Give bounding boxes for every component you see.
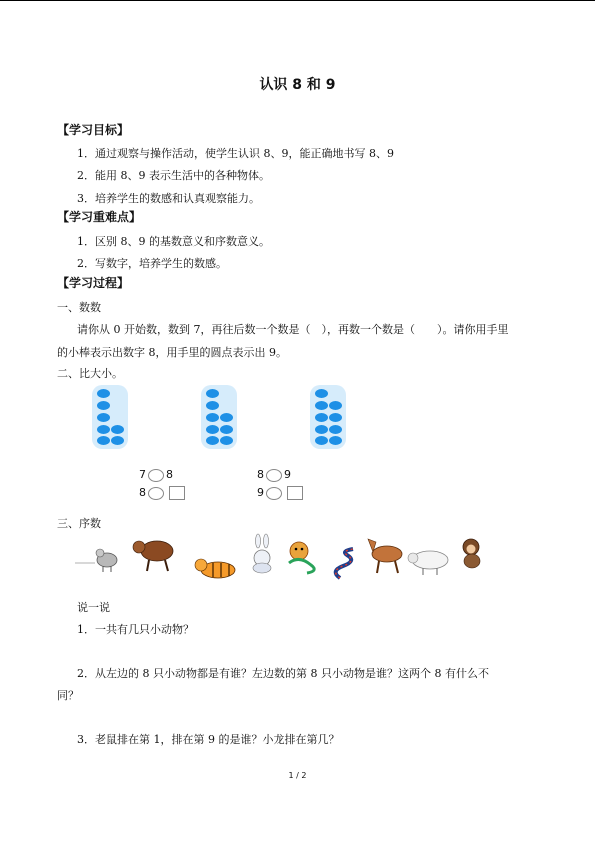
dragon-icon — [289, 542, 314, 573]
horse-icon — [368, 539, 402, 573]
compare-answer-oval[interactable] — [266, 469, 282, 482]
key-points-heading: 【学习重难点】 — [57, 210, 142, 224]
question-1: 1．一共有几只小动物？ — [77, 623, 194, 636]
sheep-icon — [408, 551, 448, 575]
part3-title: 三、序数 — [57, 517, 101, 530]
compare-7-8: 7 8 — [139, 468, 173, 481]
snake-icon — [336, 549, 353, 578]
part1-text-line2: 的小棒表示出数字 8，用手里的圆点表示出 9。 — [57, 346, 287, 359]
goal-item: 1．通过观察与操作活动，使学生认识 8、9，能正确地书写 8、9 — [77, 147, 394, 160]
mouse-icon — [96, 549, 117, 572]
dot-card-9 — [310, 385, 346, 449]
question-2-cont: 同？ — [57, 689, 79, 702]
question-2: 2．从左边的 8 只小动物都是有谁？左边数的第 8 只小动物是谁？这两个 8 有什么不 — [77, 667, 489, 680]
key-point-item: 1．区别 8、9 的基数意义和序数意义。 — [77, 235, 270, 248]
compare-answer-oval[interactable] — [148, 487, 164, 500]
goals-heading: 【学习目标】 — [57, 123, 130, 137]
goal-item: 3．培养学生的数感和认真观察能力。 — [77, 192, 260, 205]
goal-item: 2．能用 8、9 表示生活中的各种物体。 — [77, 169, 270, 182]
key-point-item: 2．写数字，培养学生的数感。 — [77, 257, 227, 270]
page-number: 1 / 2 — [288, 771, 307, 780]
part1-title: 一、数数 — [57, 301, 101, 314]
process-heading: 【学习过程】 — [57, 276, 130, 290]
dot-card-7 — [92, 385, 128, 449]
dot-card-8 — [201, 385, 237, 449]
header-rule — [0, 0, 595, 1]
compare-answer-oval[interactable] — [148, 469, 164, 482]
say-label: 说一说 — [77, 601, 110, 614]
part1-text-line1: 请你从 0 开始数，数到 7，再往后数一个数是（ ），再数一个数是（ ）。请你用手里 — [77, 323, 509, 336]
compare-9-blank: 9 — [257, 486, 303, 500]
zodiac-animals-illustration — [75, 533, 505, 583]
compare-8-blank: 8 — [139, 486, 185, 500]
question-3: 3．老鼠排在第 1，排在第 9 的是谁？小龙排在第几？ — [77, 733, 340, 746]
answer-box[interactable] — [169, 486, 185, 500]
tiger-icon — [195, 559, 235, 578]
compare-8-9: 8 9 — [257, 468, 291, 481]
part2-title: 二、比大小。 — [57, 367, 123, 380]
ox-icon — [133, 541, 173, 571]
page-title: 认识 8 和 9 — [259, 77, 336, 93]
rabbit-icon — [253, 534, 271, 573]
answer-box[interactable] — [287, 486, 303, 500]
compare-answer-oval[interactable] — [266, 487, 282, 500]
monkey-icon — [463, 539, 480, 568]
